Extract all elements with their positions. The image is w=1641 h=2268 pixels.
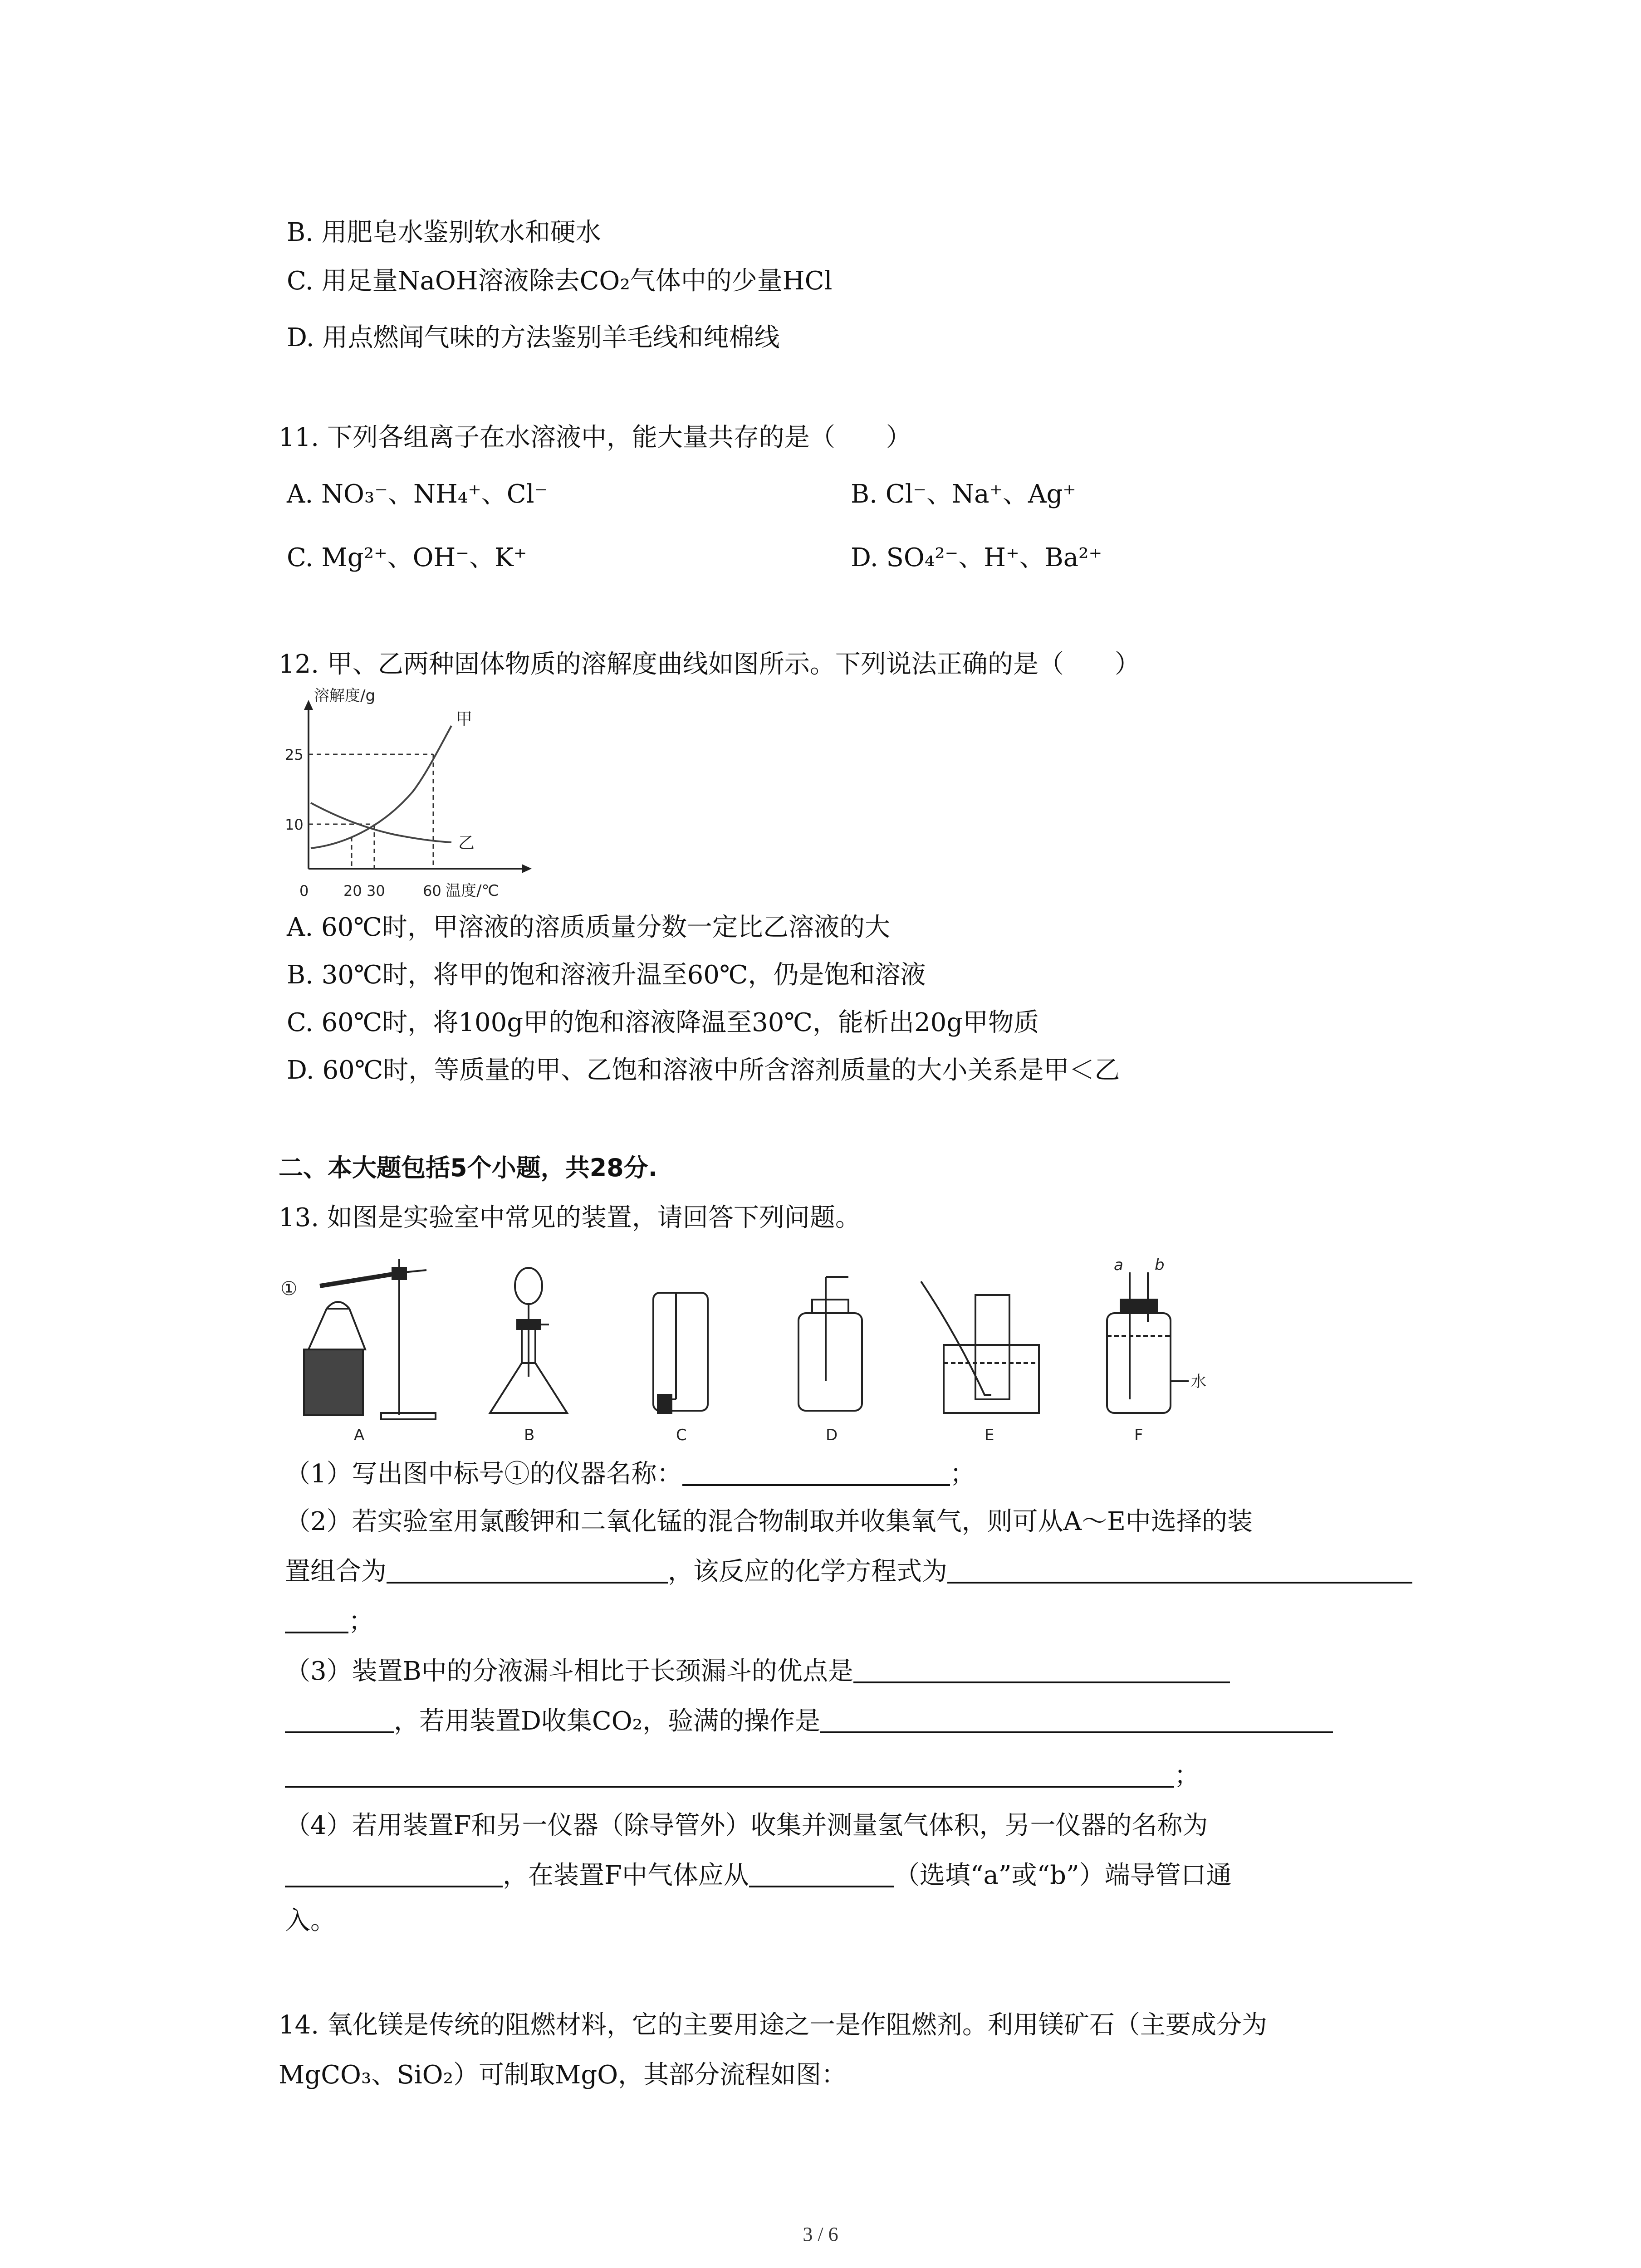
q13-part2-line3: ； [285,1606,374,1637]
q13-part3-line1: （3）装置B中的分液漏斗相比于长颈漏斗的优点是 [285,1656,1230,1687]
q12-option-a: A. 60℃时，甲溶液的溶质质量分数一定比乙溶液的大 [287,913,890,942]
chart-series-yi: 乙 [458,834,475,852]
apparatus-label-e: E [985,1426,994,1444]
q13-blank-4b[interactable] [749,1860,894,1887]
chart-ytick-10: 10 [285,816,304,833]
q14-line2: MgCO₃、SiO₂）可制取MgO，其部分流程如图： [279,2060,847,2090]
chart-ylabel: 溶解度/g [314,687,376,705]
q13-part3-line3: ； [285,1760,1200,1792]
q13-part4-line2: ，在装置F中气体应从 （选填“a”或“b”）端导管口通 [285,1860,1232,1892]
lab-apparatus-figure [277,1245,1456,1445]
q13-blank-2b[interactable] [947,1556,1412,1584]
apparatus-label-d: D [826,1426,838,1444]
curve-jia [311,726,451,848]
apparatus-label-a: A [354,1426,365,1444]
apparatus-label-f: F [1134,1426,1143,1444]
q11-option-a: A. NO₃⁻、NH₄⁺、Cl⁻ [287,479,548,509]
q13-stem: 13. 如图是实验室中常见的装置，请回答下列问题。 [279,1203,861,1232]
q12-option-b: B. 30℃时，将甲的饱和溶液升温至60℃，仍是饱和溶液 [287,960,926,990]
q13-blank-3d[interactable] [285,1760,1174,1788]
q13-blank-3a[interactable] [853,1656,1230,1683]
page-number: 3 / 6 [803,2223,838,2245]
q13-blank-3c[interactable] [820,1706,1333,1733]
chart-xtick-60: 60 [423,882,441,899]
chart-series-jia: 甲 [456,710,473,728]
chart-xlabel: 温度/℃ [446,882,499,900]
chart-xtick-30: 30 [367,882,385,899]
q11-option-b: B. Cl⁻、Na⁺、Ag⁺ [851,479,1076,509]
q14-line1: 14. 氧化镁是传统的阻燃材料，它的主要用途之一是作阻燃剂。利用镁矿石（主要成分为 [279,2010,1267,2040]
chart-xtick-0: 0 [299,882,309,899]
q12-option-c: C. 60℃时，将100g甲的饱和溶液降温至30℃，能析出20g甲物质 [287,1008,1039,1037]
apparatus-water-label: 水 [1191,1373,1206,1391]
apparatus-label-b: B [524,1426,535,1444]
q13-part1: （1）写出图中标号①的仪器名称： ； [285,1459,975,1489]
chart-xtick-20: 20 [343,882,362,899]
chart-ytick-25: 25 [285,746,304,763]
q13-part2-line2: 置组合为 ，该反应的化学方程式为 [285,1556,1412,1588]
q13-part4-line3: 入。 [285,1906,336,1936]
q13-blank-1[interactable] [682,1459,950,1486]
curve-yi [311,803,451,842]
section-2-title: 二、本大题包括5个小题，共28分. [279,1154,658,1182]
q10-option-b: B. 用肥皂水鉴别软水和硬水 [287,218,601,247]
apparatus-tube-b: b [1155,1256,1165,1274]
apparatus-marker-1: ① [280,1277,298,1300]
q12-stem: 12. 甲、乙两种固体物质的溶解度曲线如图所示。下列说法正确的是（ ） [279,650,1140,679]
q10-option-c: C. 用足量NaOH溶液除去CO₂气体中的少量HCl [287,266,833,296]
q13-blank-4a[interactable] [285,1860,503,1887]
q11-stem: 11. 下列各组离子在水溶液中，能大量共存的是（ ） [279,423,911,452]
q13-blank-2a[interactable] [387,1556,668,1584]
apparatus-label-c: C [676,1426,687,1444]
q11-option-d: D. SO₄²⁻、H⁺、Ba²⁺ [851,543,1102,572]
q13-part3-line2: ，若用装置D收集CO₂，验满的操作是 [285,1706,1333,1737]
apparatus-tube-a: a [1114,1256,1123,1274]
q13-blank-3b[interactable] [285,1706,394,1733]
q13-part4-line1: （4）若用装置F和另一仪器（除导管外）收集并测量氢气体积，另一仪器的名称为 [285,1811,1208,1840]
q13-part2-line1: （2）若实验室用氯酸钾和二氧化锰的混合物制取并收集氧气，则可从A～E中选择的装 [285,1507,1253,1536]
q10-option-d: D. 用点燃闻气味的方法鉴别羊毛线和纯棉线 [287,323,780,352]
q13-blank-2c[interactable] [285,1606,348,1633]
q11-option-c: C. Mg²⁺、OH⁻、K⁺ [287,543,527,572]
solubility-chart [281,687,535,903]
q12-option-d: D. 60℃时，等质量的甲、乙饱和溶液中所含溶剂质量的大小关系是甲＜乙 [287,1056,1120,1085]
